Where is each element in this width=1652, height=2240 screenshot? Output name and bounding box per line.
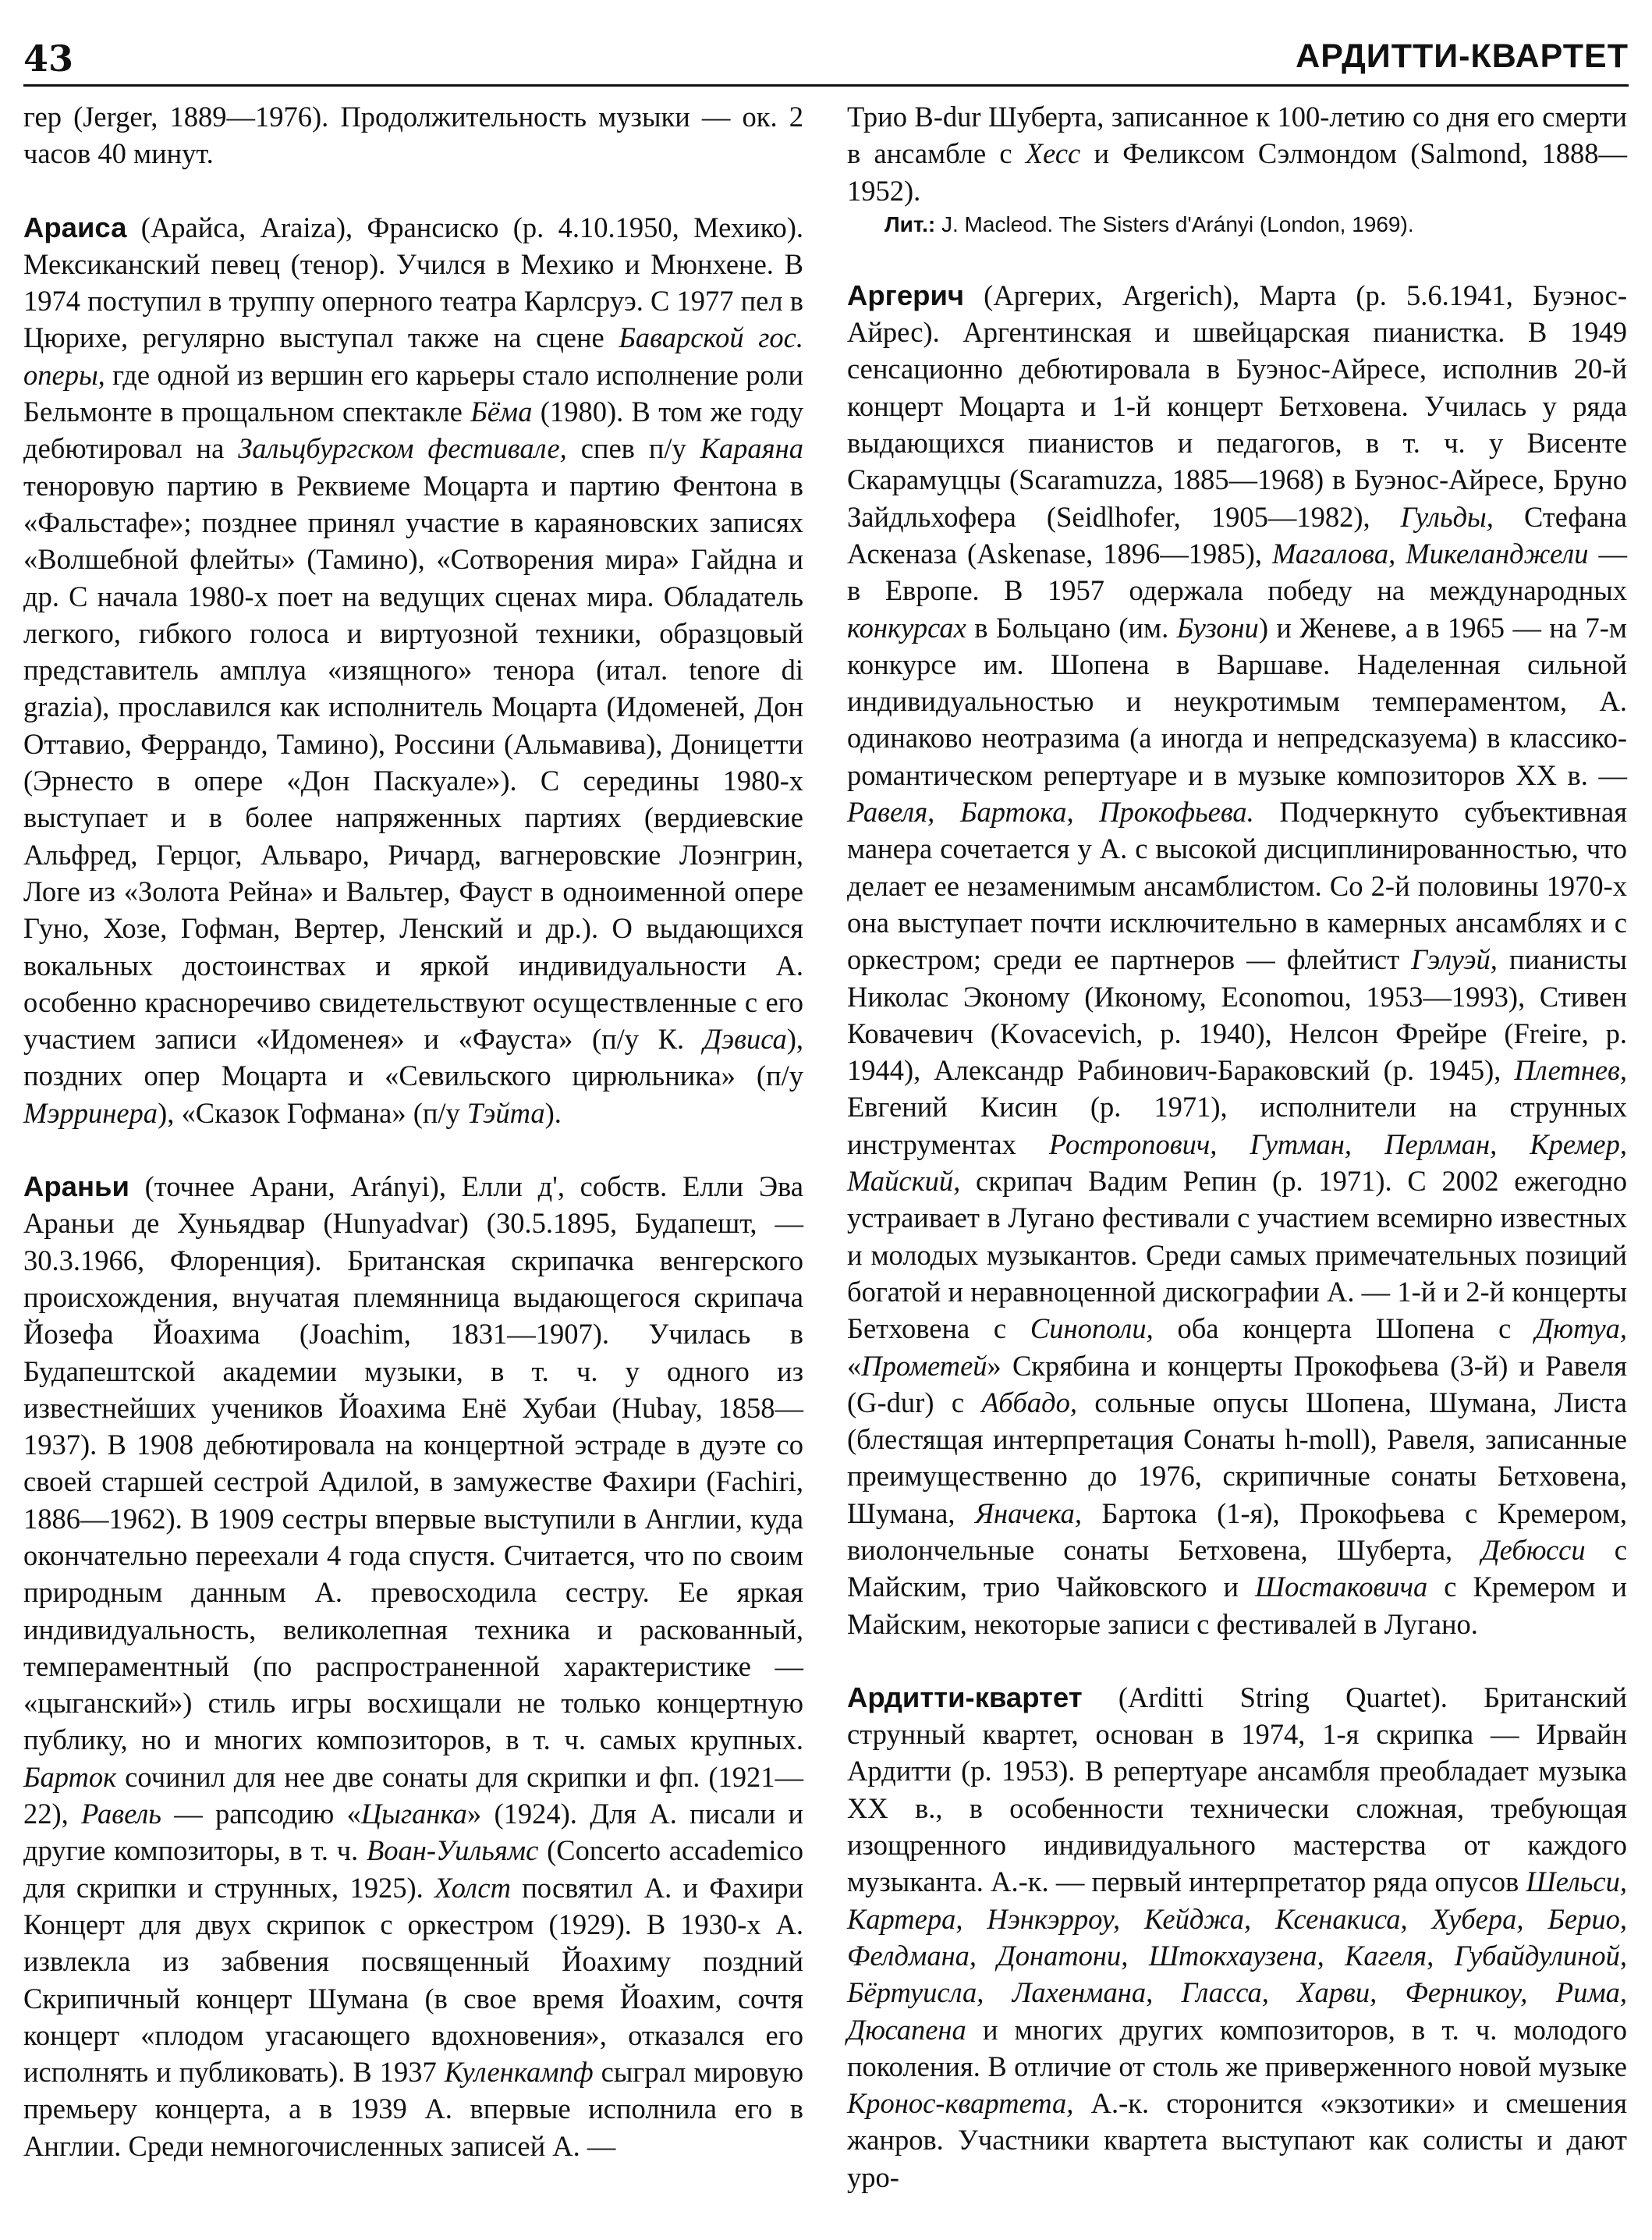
literature-reference: Лит.: J. Macleod. The Sisters d'Arányi (London, 1969). [884, 211, 1414, 236]
entry-aranyi: Араньи (точнее Арани, Arányi), Елли д', собств. Елли Эва Араньи де Хуньядвар (Hunyadvar) (30.5.1895, Будапешт, — 30.3.1966, Флоренция). Британская скрипачка венгерского происхождения, внучатая племянница выдающегося скрипача Йозефа Йоахима (Joachim, 1831—1907). Училась в Будапештской академии музыки, в т. ч. у одного из известнейших учеников Йоахима Енё Хубаи (Hubay, 1858—1937). В 1908 дебютировала на концертной эстраде в дуэте со своей старшей сестрой Адилой, в замужестве Фахири (Fachiri, 1886—1962). В 1909 сестры впервые выступили в Англии, куда окончательно переехали 4 года спустя. Считается, что по своим природным данным А. превосходила сестру. Ее яркая индивидуальность, великолепная техника и раскованный, темпераментный (по распространенной характеристике — «цыганский») стиль игры восхищали не только концертную публику, но и многих композиторов, в т. ч. самых крупных. Барток сочинил для нее две сонаты для скрипки и фп. (1921—22), Равель — рапсодию «Цыганка» (1924). Для А. писали и другие композиторы, в т. ч. Воан-Уильямс (Concerto accademico для скрипки и струнных, 1925). Холст посвятил А. и Фахири Концерт для двух скрипок с оркестром (1929). В 1930-х А. извлекла из забвения посвященный Йоахиму поздний Скрипичный концерт Шумана (в свое время Йоахим, сочтя концерт «плодом угасающего вдохновения», отказался его исполнять и публиковать). В 1937 Куленкампф сыграл мировую премьеру концерта, а в 1939 А. впервые исполнила его в Англии. Среди немногочисленных записей А. — [23, 1170, 803, 2162]
entry-argerich: Аргерич (Аргерих, Argerich), Марта (р. 5.6.1941, Буэнос-Айрес). Аргентинская и швейцарская пианистка. В 1949 сенсационно дебютировала в Буэнос-Айресе, исполнив 20-й концерт Моцарта и 1-й концерт Бетховена. Училась у ряда выдающихся пианистов и педагогов, в т. ч. у Висенте Скарамуццы (Scaramuzza, 1885—1968) в Буэнос-Айресе, Бруно Зайдльхофера (Seidlhofer, 1905—1982), Гульды, Стефана Аскеназа (Askenase, 1896—1985), Магалова, Микеланджели — в Европе. В 1957 одержала победу на международных конкурсах в Больцано (им. Бузони) и Женеве, а в 1965 — на 7-м конкурсе им. Шопена в Варшаве. Наделенная сильной индивидуальностью и неукротимым темпераментом, А. одинаково неотразима (а иногда и непредсказуема) в классико-романтическом репертуаре и в музыке композиторов XX в. — Равеля, Бартока, Прокофьева. Подчеркнуто субъективная манера сочетается у А. с высокой дисциплинированностью, что делает ее незаменимым ансамблистом. Со 2-й половины 1970-х она выступает почти исключительно в камерных ансамблях и с оркестром; среди ее партнеров — флейтист Гэлуэй, пианисты Николас Экономy (Иконому, Economou, 1953—1993), Стивен Ковачевич (Kovacevich, р. 1940), Нелсон Фрейре (Freire, р. 1944), Александр Рабинович-Бараковский (р. 1945), Плетнев, Евгений Кисин (р. 1971), исполнители на струнных инструментах Ростропович, Гутман, Перлман, Кремер, Майский, скрипач Вадим Репин (р. 1971). С 2002 ежегодно устраивает в Лугано фестивали с участием всемирно известных и молодых музыкантов. Среди самых примечательных позиций богатой и неравноценной дискографии А. — 1-й и 2-й концерты Бетховена с Синополи, оба концерта Шопена с Дютуа, «Прометей» Скрябина и концерты Прокофьева (3-й) и Равеля (G-dur) с Аббадо, сольные опусы Шопена, Шумана, Листа (блестящая интерпретация Сонаты h-moll), Равеля, записанные преимущественно до 1976, скрипичные сонаты Бетховена, Шумана, Яначека, Бартока (1-я), Прокофьева с Кремером, виолончельные сонаты Бетховена, Шуберта, Дебюсси с Майским, трио Чайковского и Шостаковича с Кремером и Майским, некоторые записи с фестивалей в Лугано. [847, 279, 1628, 1640]
entry-arditti-quartet: Ардитти-квартет (Arditti String Quartet). Британский струнный квартет, основан в 1974, 1-я скрипка — Ирвайн Ардитти (р. 1953). В репертуаре ансамбля преобладает музыка XX в., в особенности технически сложная, требующая изощренного индивидуального мастерства от каждого музыканта. А.-к. — первый интерпретатор ряда опусов Шельси, Картера, Нэнкэрроу, Кейджа, Ксенакиса, Хубера, Берио, Фелдмана, Донатони, Штокхаузена, Кагеля, Губайдулиной, Бёртуисла, Лахенмана, Гласса, Харви, Ферникоу, Рима, Дюсапена и многих других композиторов, в т. ч. молодого поколения. В отличие от столь же приверженного новой музыке Кронос-квартета, А.-к. сторонится «экзотики» и смешения жанров. Участники квартета выступают как солисты и дают уро- [847, 1681, 1627, 2193]
entry-headword: Араньи [23, 1170, 129, 1203]
continued-entry-text: гер (Jerger, 1889—1976). Продолжительность музыки — ок. 2 часов 40 минут. [23, 101, 803, 170]
entry-headword: Аргерич [847, 279, 965, 311]
entry-araiza: Араиса (Арайса, Araiza), Франсиско (р. 4.10.1950, Мехико). Мексиканский певец (тенор). Учился в Мехико и Мюнхене. В 1974 поступил в труппу оперного театра Карлсруэ. С 1977 пел в Цюрихе, регулярно выступал также на сцене Баварской гос. оперы, где одной из вершин его карьеры стало исполнение роли Бельмонте в прощальном спектакле Бёма (1980). В том же году дебютировал на Зальцбургском фестивале, спев п/у Караяна теноровую партию в Реквиеме Моцарта и партию Фентона в «Фальстафе»; позднее принял участие в караяновских записях «Волшебной флейты» (Тамино), «Сотворения мира» Гайдна и др. С начала 1980-х поет на ведущих сценах мира. Обладатель легкого, гибкого голоса и виртуозной техники, образцовый представитель амплуа «изящного» тенора (итал. tenore di grazia), прославился как исполнитель Моцарта (Идоменей, Дон Оттавио, Феррандо, Тамино), Россини (Альмавива), Доницетти (Эрнесто в опере «Дон Паскуале»). С середины 1980-х выступает и в более напряженных партиях (вердиевские Альфред, Герцог, Альваро, Ричард, вагнеровские Лоэнгрин, Логе из «Золота Рейна» и Вальтер, Фауст в одноименной опере Гуно, Хозе, Гофман, Вертер, Ленский и др.). О выдающихся вокальных достоинствах и яркой индивидуальности А. особенно красноречиво свидетельствуют осуществленные с его участием записи «Идоменея» и «Фауста» (п/у К. Дэвиса), поздних опер Моцарта и «Севильского цирюльника» (п/у Мэрринера), «Сказок Гофмана» (п/у Тэйта). [23, 211, 804, 1129]
running-title: АРДИТТИ-КВАРТЕТ [1296, 37, 1629, 75]
continued-entry-text: Трио B-dur Шуберта, записанное к 100-летию со дня его смерти в ансамбле с Хесс и Феликсом Сэлмондом (Salmond, 1888—1952). [847, 101, 1627, 207]
header-rule [23, 84, 1629, 87]
entry-headword: Араиса [23, 211, 127, 243]
right-column [847, 98, 1627, 2196]
entry-headword: Ардитти-квартет [847, 1681, 1083, 1713]
left-column [23, 98, 803, 2164]
page-number: 43 [23, 37, 74, 80]
